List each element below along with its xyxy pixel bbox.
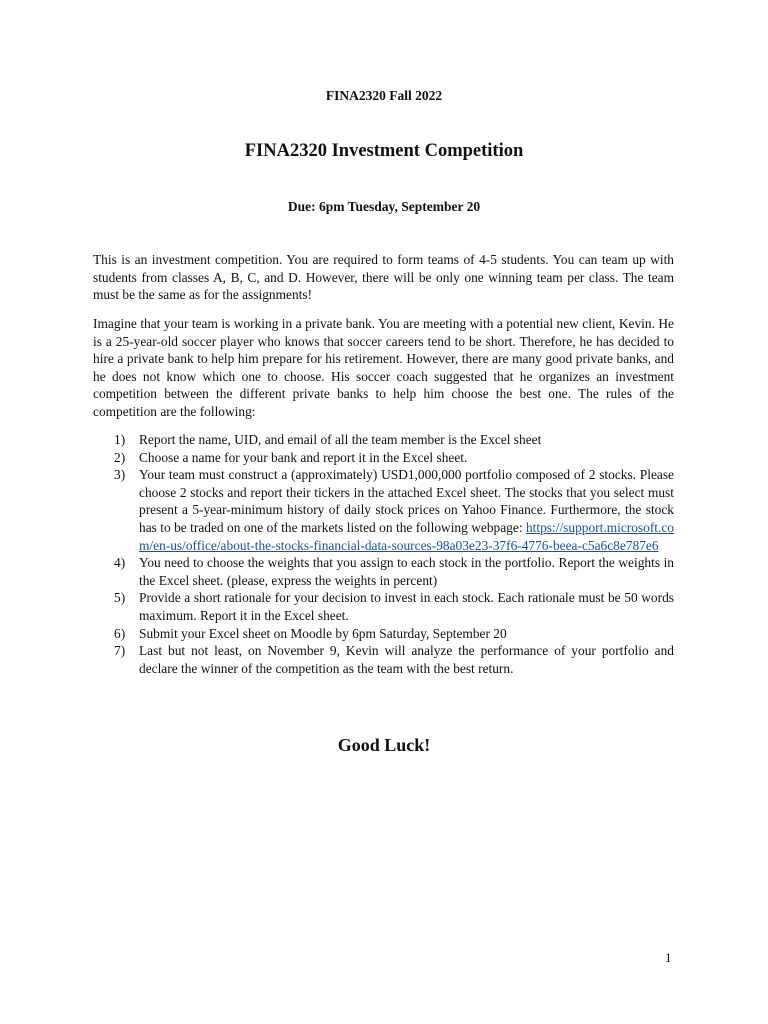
rule-text: Submit your Excel sheet on Moodle by 6pm Saturday, September 20 — [139, 625, 507, 641]
rule-text: You need to choose the weights that you assign to each stock in the portfolio. Report the weights in the Excel sheet. (please, express the weights in percent) — [139, 555, 674, 588]
rule-item — [93, 589, 674, 624]
due-date: Due: 6pm Tuesday, September 20 — [287, 199, 481, 214]
intro-paragraph: This is an investment competition. You are required to form teams of 4-5 students. You can team up with students from classes A, B, C, and D. However, there will be only one winning team per class. The team must be the same as for the assignments! — [93, 252, 674, 303]
rule-item — [93, 625, 674, 643]
rule-item — [93, 466, 674, 554]
rule-number: 7) — [114, 643, 126, 659]
rule-text: Choose a name for your bank and report it in the Excel sheet. — [139, 449, 468, 465]
closing-message: Good Luck! — [337, 735, 431, 755]
rule-number: 3) — [114, 467, 126, 483]
rule-item — [93, 554, 674, 589]
course-header: FINA2320 Fall 2022 — [325, 88, 443, 103]
rule-number: 6) — [114, 625, 126, 641]
stocks-data-sources-link[interactable]: https://support.microsoft.com/en-us/office/about-the-stocks-financial-data-sources-98a03e23-37f6-4776-beea-c5a6c8e787e6 — [139, 519, 674, 553]
rule-item — [93, 431, 674, 449]
rule-item — [93, 642, 674, 677]
rule-number: 4) — [114, 555, 126, 571]
rule-text: Provide a short rationale for your decision to invest in each stock. Each rationale must be 50 words maximum. Report it in the Excel sheet. — [139, 590, 674, 623]
scenario-paragraph: Imagine that your team is working in a private bank. You are meeting with a potential new client, Kevin. He is a 25-year-old soccer player who knows that soccer careers tend to be short. Therefore, he has decided to hire a private bank to help him prepare for his retirement. However, there are many good private banks, and he does not know which one to choose. His soccer coach suggested that he organizes an investment competition between the different private banks to help him choose the best one. The rules of the competition are the following: — [93, 316, 674, 419]
rule-text: Your team must construct a (approximately) USD1,000,000 portfolio composed of 2 stocks. Please choose 2 stocks and report their tickers in the attached Excel sheet. The stocks that you select must present a 5-year-minimum history of daily stock prices on Yahoo Finance. Furthermore, the stock has to be traded on one of the markets listed on the following webpage: — [139, 467, 674, 535]
rule-text: Report the name, UID, and email of all the team member is the Excel sheet — [139, 432, 542, 447]
rule-text: Last but not least, on November 9, Kevin will analyze the performance of your portfolio and declare the winner of the competition as the team with the best return. — [139, 643, 674, 676]
page-number: 1 — [665, 950, 672, 965]
rule-number: 5) — [114, 590, 126, 606]
rule-number: 2) — [114, 449, 126, 465]
rule-number: 1) — [114, 432, 126, 447]
rules-list — [93, 431, 674, 677]
document-title: FINA2320 Investment Competition — [244, 141, 524, 161]
rule-item — [93, 449, 674, 467]
